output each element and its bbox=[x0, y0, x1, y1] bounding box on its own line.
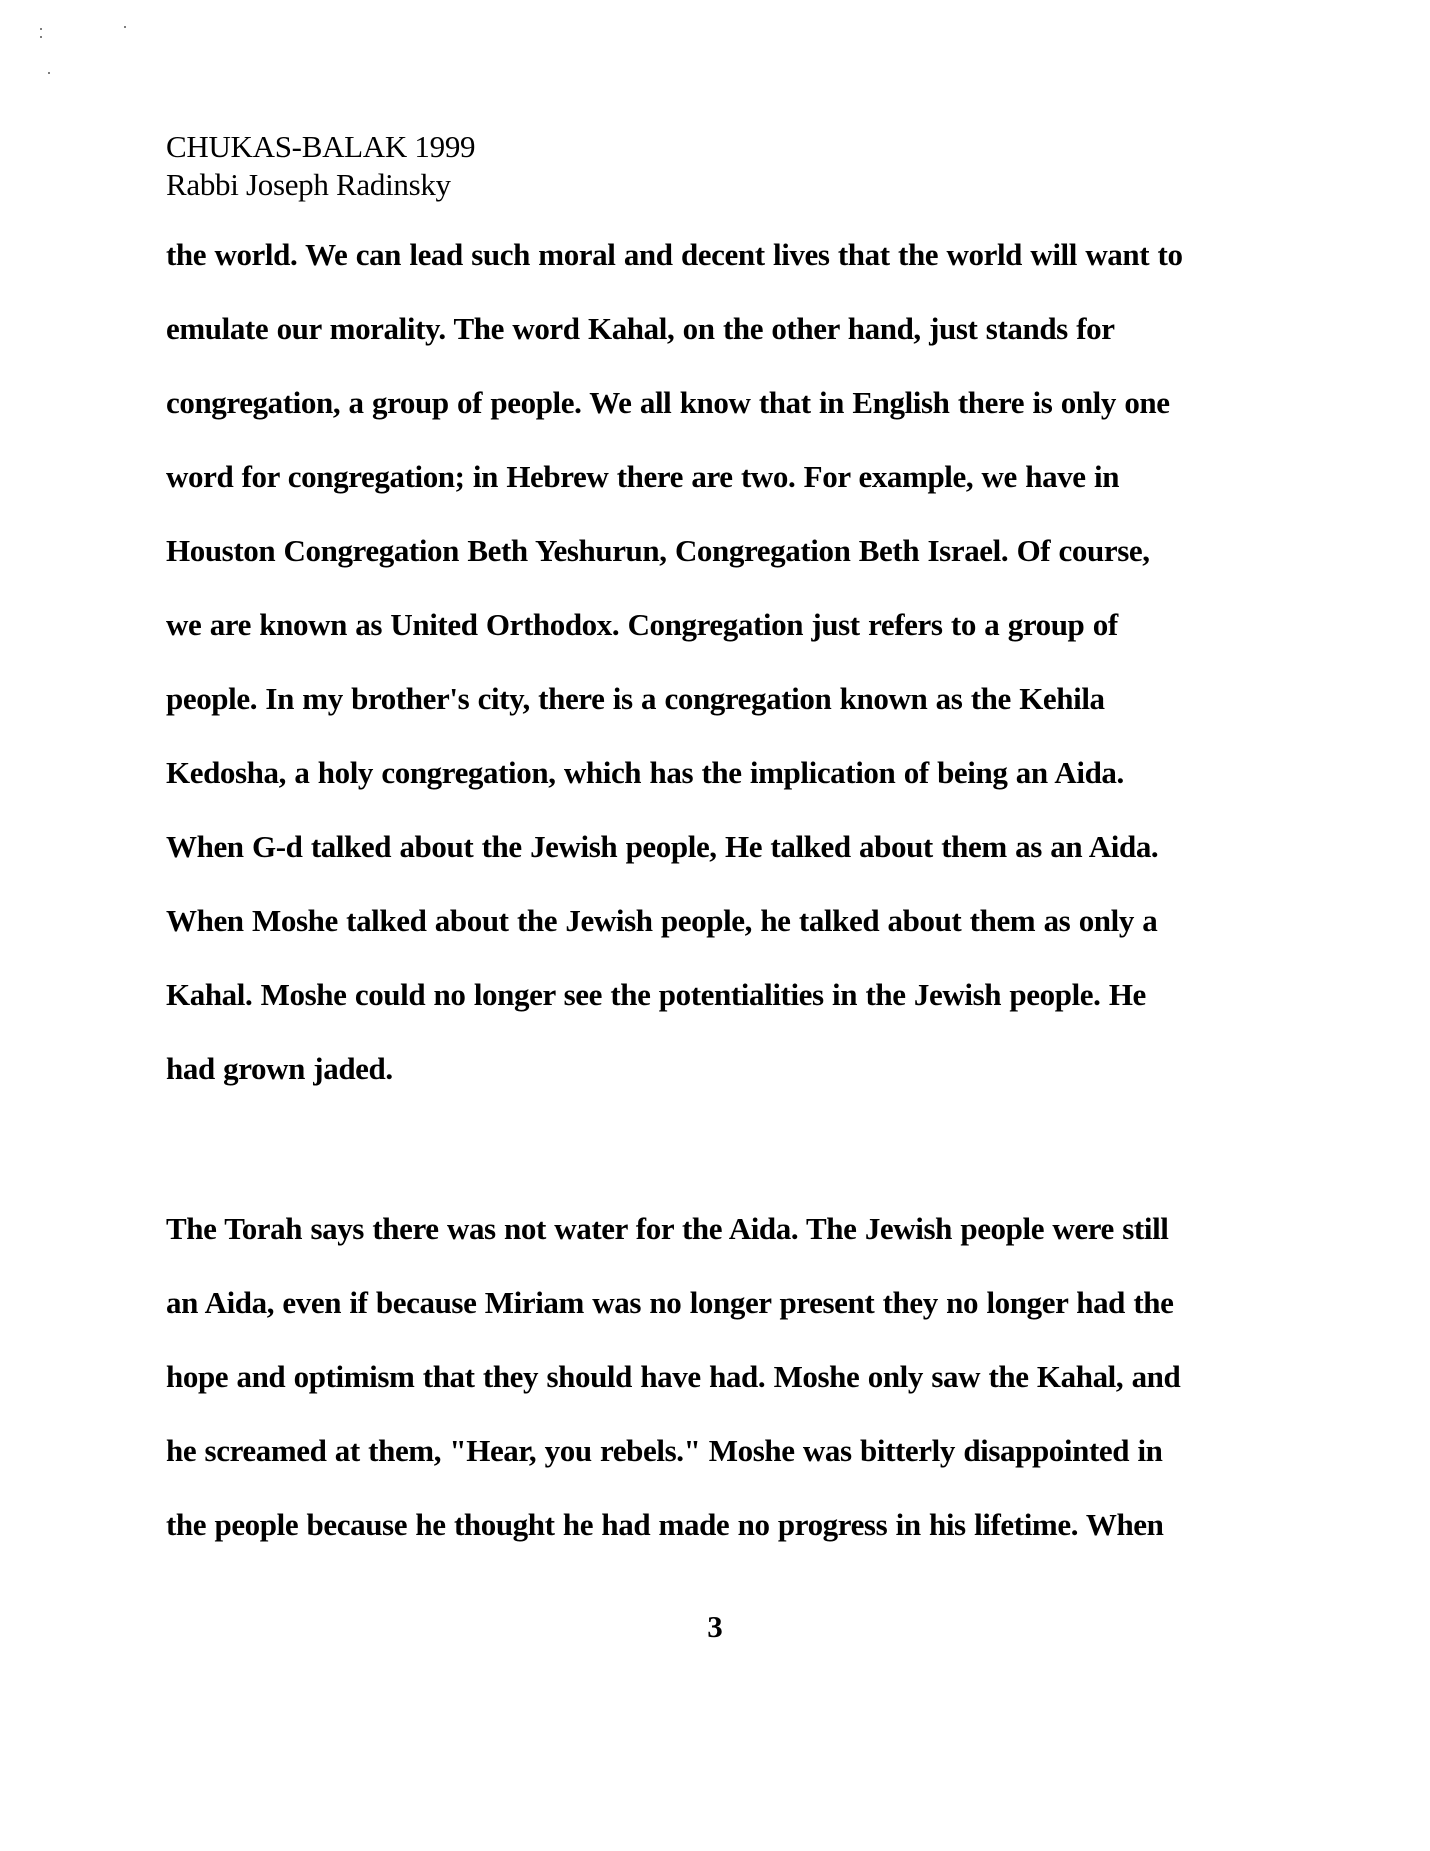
text-line: Kedosha, a holy congregation, which has the implication of being an Aida. bbox=[166, 755, 1124, 790]
text-line: Kahal. Moshe could no longer see the potentialities in the Jewish people. He bbox=[166, 977, 1146, 1012]
text-line: he screamed at them, "Hear, you rebels." Moshe was bitterly disappointed in bbox=[166, 1433, 1163, 1468]
scan-speck bbox=[40, 28, 42, 30]
scan-speck bbox=[48, 72, 50, 74]
text-line: When G-d talked about the Jewish people, He talked about them as an Aida. bbox=[166, 829, 1159, 864]
document-title: CHUKAS-BALAK 1999 bbox=[166, 129, 476, 164]
scan-speck bbox=[124, 26, 126, 28]
text-line: the world. We can lead such moral and decent lives that the world will want to bbox=[166, 237, 1183, 272]
text-line: an Aida, even if because Miriam was no longer present they no longer had the bbox=[166, 1285, 1174, 1320]
text-line: we are known as United Orthodox. Congregation just refers to a group of bbox=[166, 607, 1118, 642]
text-line: congregation, a group of people. We all know that in English there is only one bbox=[166, 385, 1170, 420]
text-line: Houston Congregation Beth Yeshurun, Congregation Beth Israel. Of course, bbox=[166, 533, 1150, 568]
text-line: When Moshe talked about the Jewish people, he talked about them as only a bbox=[166, 903, 1158, 938]
text-line: people. In my brother's city, there is a congregation known as the Kehila bbox=[166, 681, 1105, 716]
scan-speck bbox=[40, 36, 42, 38]
page-number: 3 bbox=[707, 1609, 723, 1644]
text-line: hope and optimism that they should have had. Moshe only saw the Kahal, and bbox=[166, 1359, 1181, 1394]
document-header bbox=[166, 128, 475, 204]
text-line: word for congregation; in Hebrew there are two. For example, we have in bbox=[166, 459, 1120, 494]
text-line: the people because he thought he had made no progress in his lifetime. When bbox=[166, 1507, 1164, 1542]
text-line: had grown jaded. bbox=[166, 1051, 393, 1086]
text-line: The Torah says there was not water for the Aida. The Jewish people were still bbox=[166, 1211, 1169, 1246]
document-author: Rabbi Joseph Radinsky bbox=[166, 167, 451, 202]
text-line: emulate our morality. The word Kahal, on the other hand, just stands for bbox=[166, 311, 1115, 346]
